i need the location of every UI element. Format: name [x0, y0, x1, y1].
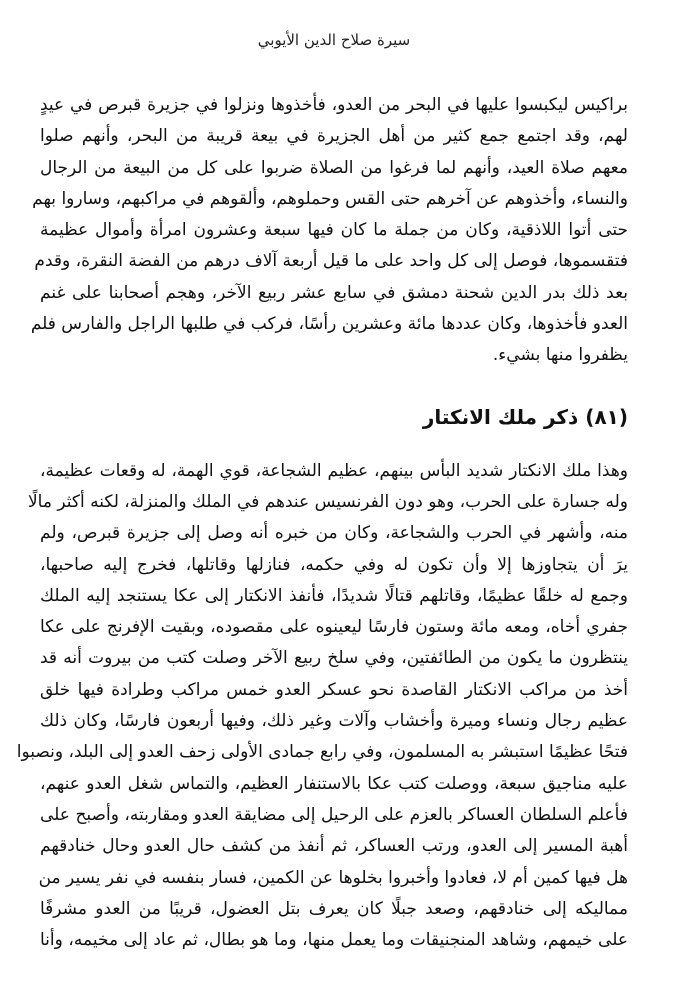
paragraph-2	[16, 456, 628, 957]
text-line: فتقسموها، فوصل إلى كل واحد على ما قيل أربعة آلاف درهم من الفضة النقرة، وقدم	[34, 251, 628, 272]
text-line: بعد ذلك بدر الدين شحنة دمشق في سابع عشر ربيع الآخر، وهجم أصحابنا على غنم	[40, 282, 628, 303]
text-line: العدو فأخذوها، وكان عددها مائة وعشرين رأسًا، فركب في طلبها الراجل والفارس فلم	[30, 314, 628, 335]
text-line: فأعلم السلطان العساكر بالعزم على الرحيل إلى مضايقة العدو ومقاربته، وأصبح على	[40, 804, 628, 825]
text-line: عظيم رجال ونساء وميرة وأخشاب وآلات وغير ذلك، وفيها أربعون فارسًا، وكان ذلك	[40, 711, 628, 732]
text-line: جفري أخاه، ومعه مائة وستون فارسًا ليعينوه على مقصوده، وبقيت الإفرنج على عكا	[40, 617, 628, 638]
text-line: وله جسارة على الحرب، وهو دون الفرنسيس عندهم في الملك والمنزلة، لكنه أكثر مالًا	[27, 491, 628, 512]
section-heading: (٨١) ذكر ملك الانكتار	[422, 404, 628, 429]
text-line: يرَ أن يتجاوزها إلا وأن تكون له وفي حكمه، فنازلها وقاتلها، فخرج إليه صاحبها،	[40, 554, 628, 575]
text-line: حتى أتوا اللاذقية، وكان من جملة ما كان فيها سبعة وعشرون امرأة وأموال عظيمة	[40, 220, 628, 241]
text-line: لهم، وقد اجتمع جمع كثير من أهل الجزيرة في بيعة قريبة من البحر، وأنهم صلوا	[40, 126, 628, 147]
text-line: على خيمهم، وشاهد المنجنيقات وما يعمل منها، وما هو بطال، ثم عاد إلى مخيمه، وأنا	[40, 930, 628, 951]
text-line: وجمع له خلقًا عظيمًا، وقاتلهم قتالًا شديدًا، فأنفذ الانكتار إلى عكا يستنجد إليه الملك	[40, 585, 628, 606]
text-line: منه، وأشهر في الحرب والشجاعة، وكان من خبره أنه وصل إلى جزيرة قبرص، ولم	[40, 523, 628, 544]
text-line: أخذ من مراكب الانكتار القاصدة نحو عسكر العدو خمس مراكب وطرادة فيها خلق	[40, 679, 628, 700]
text-line: يظفروا منها بشيء.	[492, 345, 628, 366]
text-line: براكيس ليكبسوا عليها في البحر من العدو، فأخذوها ونزلوا في جزيرة قبرص في عيدٍ	[40, 95, 628, 115]
text-line: هل فيها كمين أم لا، فعادوا وأخبروا بخلوها عن الكمين، فسار بنفسه في نفر يسير من	[38, 867, 628, 888]
text-line: والنساء، وأخذوهم عن آخرهم حتى القس وحملوهم، وألقوهم في مراكبهم، وساروا بهم	[32, 188, 628, 209]
text-line: معهم صلاة العيد، وأنهم لما فرغوا من الصلاة ضربوا على كل من البيعة من الرجال	[40, 157, 628, 178]
text-line: أهبة المسير إلى العدو، ورتب العساكر، ثم أنفذ من كشف حال العدو وحال خنادقهم	[40, 836, 628, 857]
paragraph-1	[30, 90, 628, 372]
text-line: فتحًا عظيمًا استبشر به المسلمون، وفي رابع جمادى الأولى زحف العدو إلى البلد، ونصبوا	[16, 742, 628, 763]
text-line: ينتظرون ما يكون من الطائفتين، وفي سلخ ربيع الآخر وصلت كتب من بيروت أنه قد	[40, 648, 628, 669]
text-line: وهذا ملك الانكتار شديد البأس بينهم، عظيم الشجاعة، قوي الهمة، له وقعات عظيمة،	[40, 460, 628, 481]
running-header: سيرة صلاح الدين الأيوبي	[257, 31, 411, 49]
text-line: عليه مناجيق سبعة، ووصلت كتب عكا بالاستنفار العظيم، والتماس شغل العدو عنهم،	[40, 773, 628, 794]
text-line: مماليكه إلى خنادقهم، وصعد جبلًا كان يعرف بتل العضول، قريبًا من العدو مشرفًا	[40, 898, 628, 919]
